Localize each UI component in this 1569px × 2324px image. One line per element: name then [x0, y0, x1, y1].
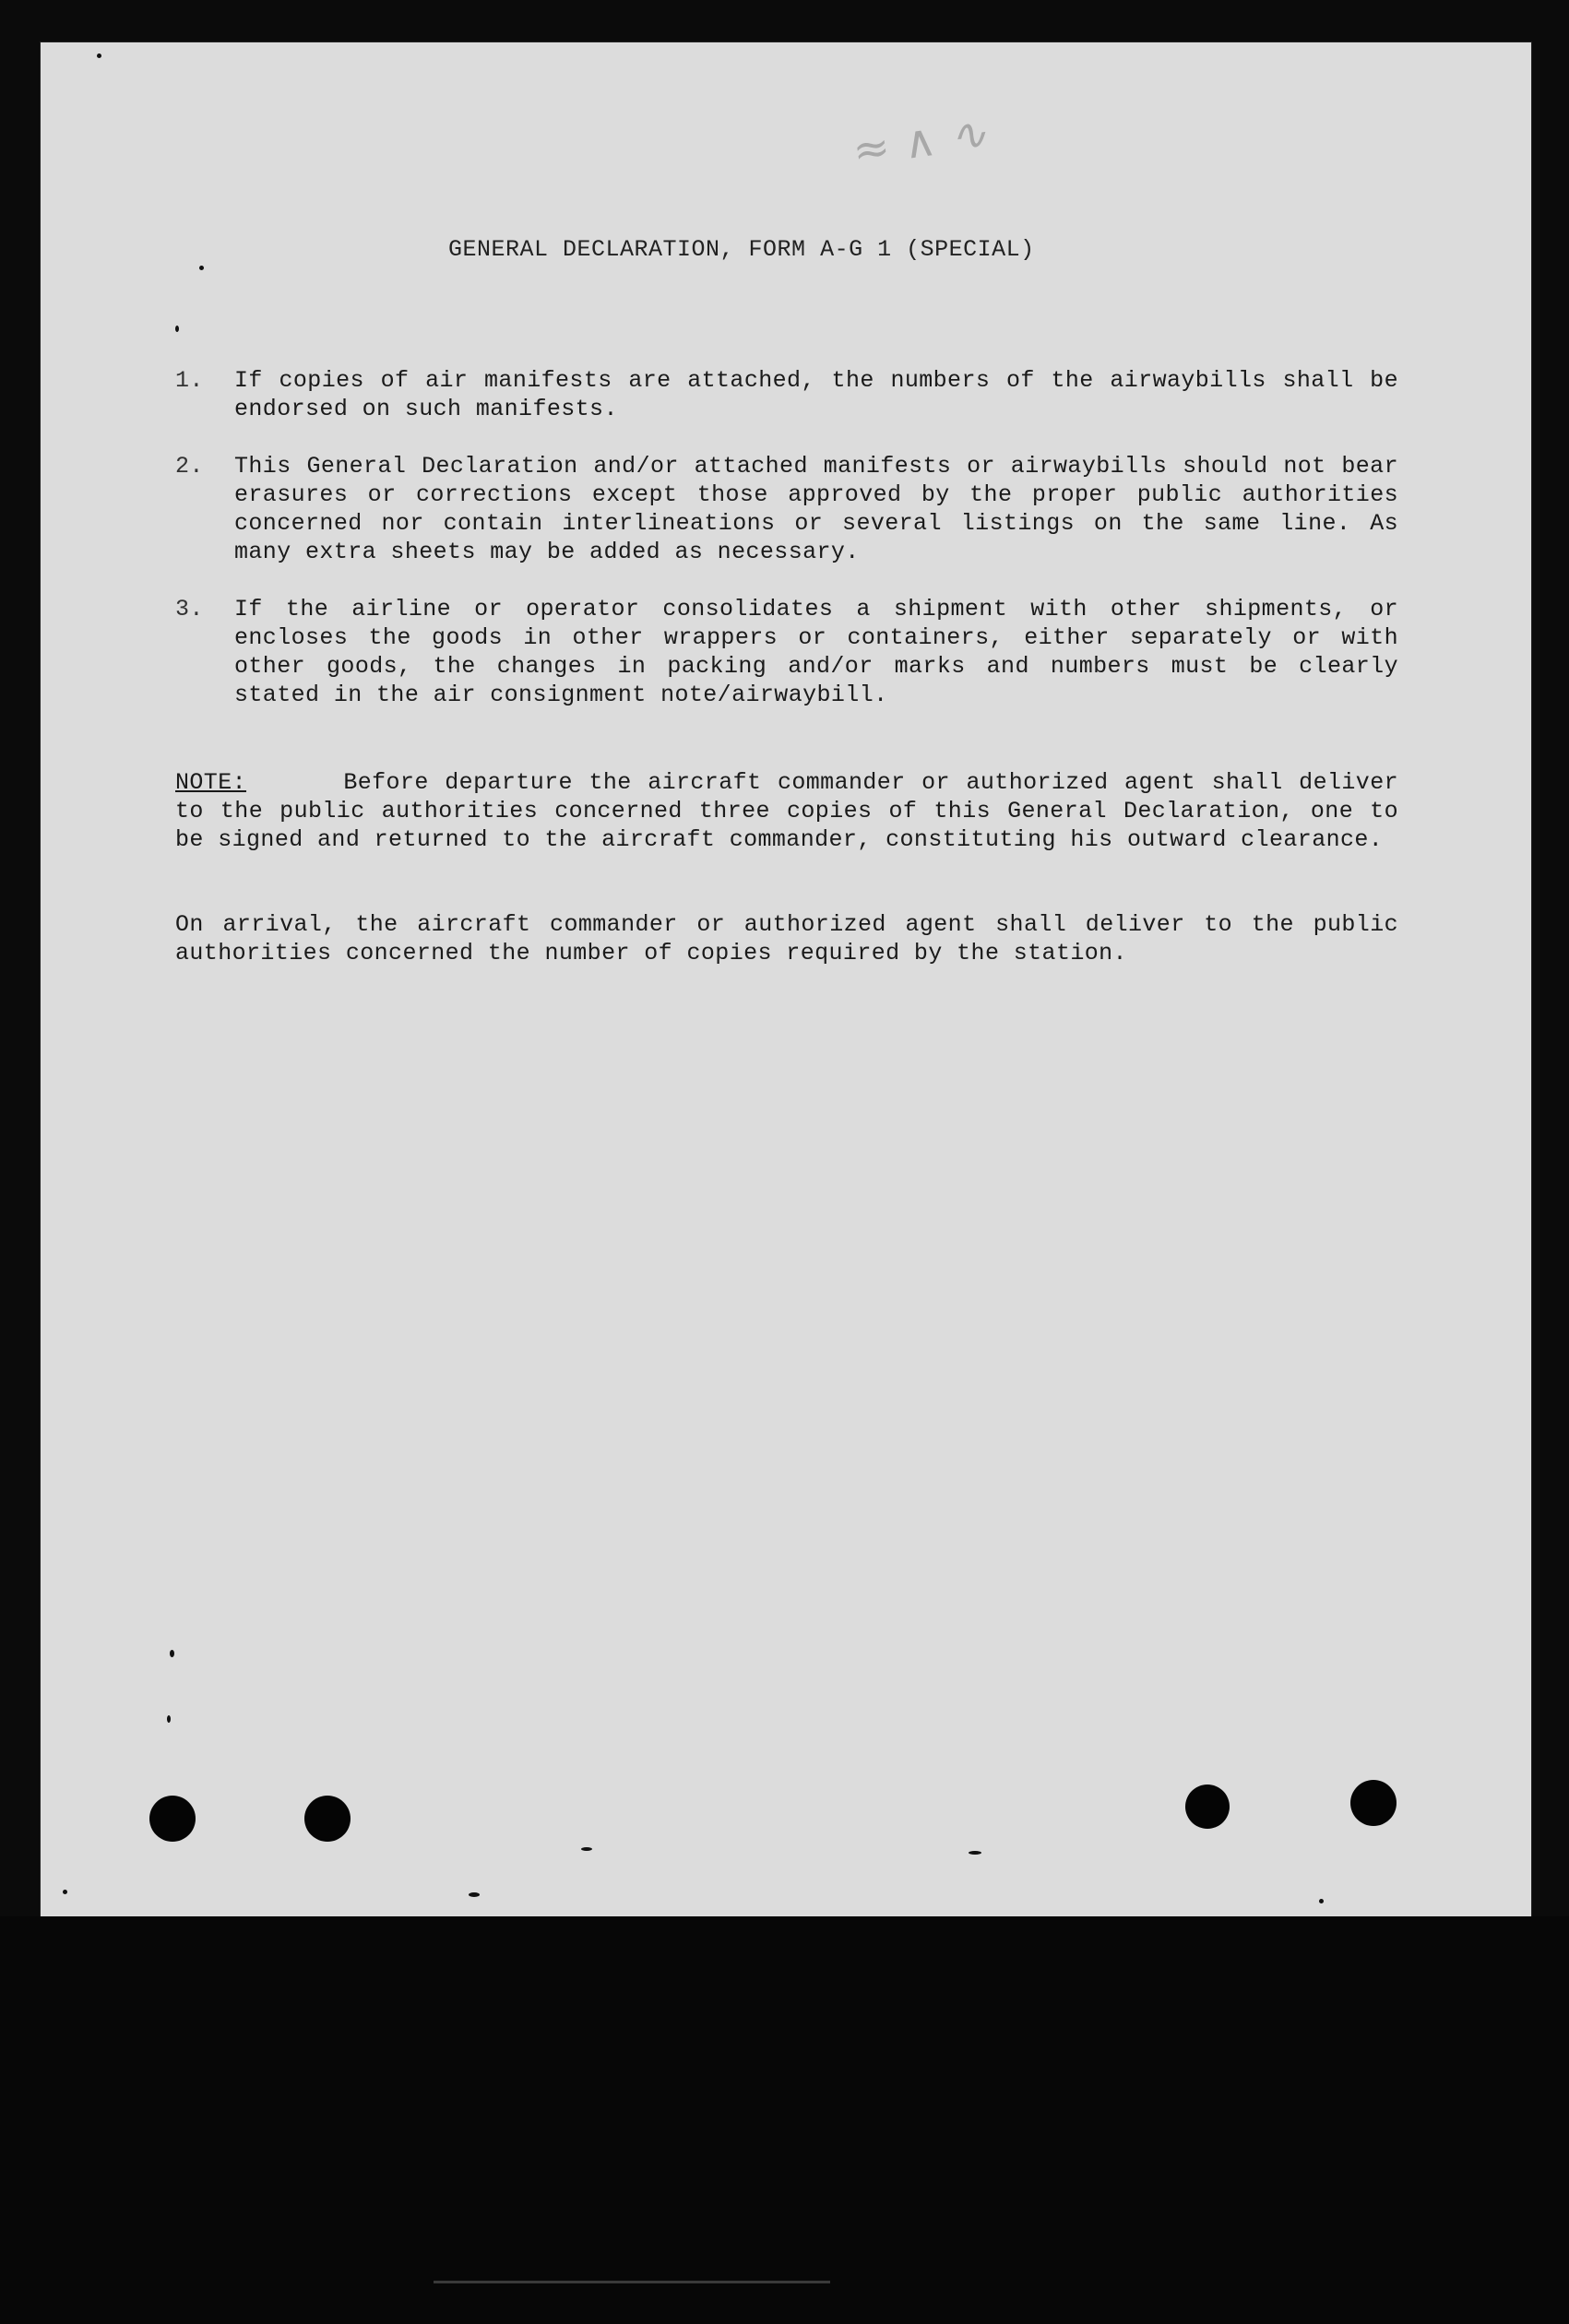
note-label: NOTE:	[175, 769, 247, 796]
item-1-text: If copies of air manifests are attached, the numbers of the airwaybills shall be endorsed on such manifests.	[234, 367, 1398, 422]
note-paragraph	[175, 768, 1398, 854]
item-1-number: 1.	[175, 367, 204, 394]
speck	[175, 326, 179, 332]
note-text: Before departure the aircraft commander or authorized agent shall deliver to the public authorities concerned three copies of this General Declaration, one to be signed and returned to the aircraft commander, constituting his outward clearance.	[175, 769, 1398, 853]
punch-hole-4	[1350, 1780, 1397, 1826]
arrival-paragraph: On arrival, the aircraft commander or authorized agent shall deliver to the public authorities concerned the number of copies required by the station.	[175, 911, 1398, 966]
faint-handwritten-mark: ≈ ∧ ∿	[849, 107, 991, 177]
speck	[167, 1715, 171, 1723]
item-3-number: 3.	[175, 596, 204, 622]
punch-hole-3	[1185, 1784, 1230, 1829]
speck	[63, 1890, 67, 1894]
item-2-text: This General Declaration and/or attached manifests or airwaybills should not bear erasures or corrections except those approved by the proper public authorities concerned nor contain interlineations or several listings on the same line. As many extra sheets may be added as necessary.	[234, 453, 1398, 565]
speck	[581, 1847, 592, 1851]
document-page	[41, 42, 1531, 1916]
punch-hole-1	[149, 1796, 196, 1842]
speck	[199, 266, 204, 270]
punch-hole-2	[304, 1796, 351, 1842]
speck	[969, 1851, 981, 1855]
scan-artifact-line	[434, 2281, 830, 2283]
speck	[1319, 1899, 1324, 1903]
speck	[170, 1650, 174, 1657]
scan-background	[0, 1916, 1569, 2324]
item-3-text: If the airline or operator consolidates a shipment with other shipments, or encloses the goods in other wrappers or containers, either separately or with other goods, the changes in packing and/or marks and numbers must be clearly stated in the air consignment note/airwaybill.	[234, 596, 1398, 708]
item-2-number: 2.	[175, 453, 204, 480]
speck	[97, 53, 101, 58]
document-title: GENERAL DECLARATION, FORM A-G 1 (SPECIAL)	[448, 236, 1035, 263]
speck	[469, 1892, 480, 1897]
